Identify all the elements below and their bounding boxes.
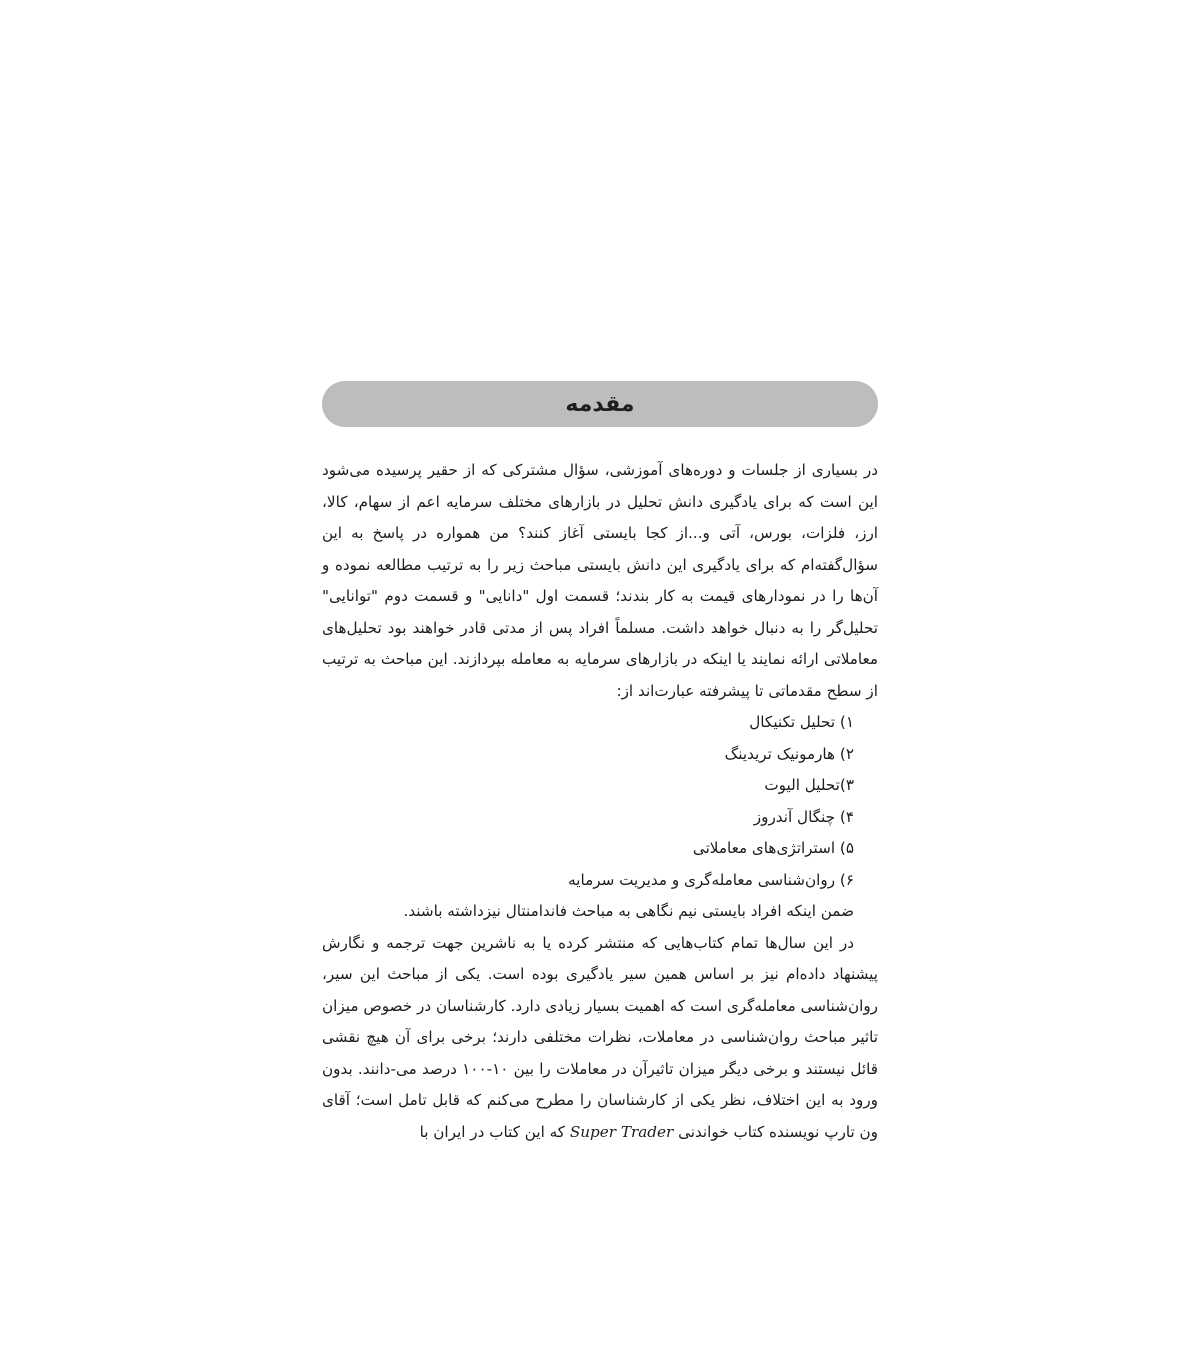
chapter-title: مقدمه (565, 391, 635, 417)
book-title-latin: Super Trader (569, 1122, 674, 1141)
topic-list (322, 707, 878, 896)
list-item: ۴) چنگال آندروز (753, 807, 854, 826)
fundamental-note: ضمن اینکه افراد بایستی نیم نگاهی به مباحث فاندامنتال نیزداشته باشند. (403, 902, 854, 920)
list-item: ۱) تحلیل تکنیکال (749, 713, 854, 731)
list-item: ۶) روان‌شناسی معامله‌گری و مدیریت سرمایه (568, 870, 854, 889)
intro-paragraph: در بسیاری از جلسات و دوره‌های آموزشی، سؤال مشترکی که از حقیر پرسیده می‌شود این است که برای یادگیری دانش تحلیل در بازارهای مختلف سرمایه اعم از سهام، کالا، ارز، فلزات، بورس، آتی و...از کجا بایستی آغاز کنند؟ من همواره در پاسخ به این سؤال‌گفته‌ام که برای یادگیری این دانش بایستی مباحث زیر را به ترتیب مطالعه نموده و آن‌ها را در نمودارهای قیمت به کار بندند؛ قسمت اول "دانایی" و قسمت دوم "توانایی" تحلیل‌گر را به دنبال خواهد داشت. مسلماً افراد پس از مدتی قادر خواهند بود تحلیل‌های معاملاتی ارائه نمایند یا اینکه در بازارهای سرمایه به معامله بپردازند. این مباحث به ترتیب از سطح مقدماتی تا پیشرفته عبارت‌اند از: (322, 461, 878, 700)
closing-paragraph (322, 928, 878, 1149)
closing-text-after: که این کتاب در ایران با (419, 1122, 570, 1141)
list-item: ۵) استراتژی‌های معاملاتی (692, 839, 854, 857)
body-text (322, 455, 878, 1148)
list-item: ۳)تحلیل الیوت (764, 776, 854, 794)
chapter-heading-bar (322, 381, 878, 427)
list-item: ۲) هارمونیک تریدینگ (724, 744, 854, 763)
closing-text-before: در این سال‌ها تمام کتاب‌هایی که منتشر کرده یا به ناشرین جهت ترجمه و نگارش پیشنهاد داده‌ام نیز بر اساس همین سیر یادگیری بوده است. یکی از مباحث این سیر، روان‌شناسی معامله‌گری است که اهمیت بسیار زیادی دارد. کارشناسان در خصوص میزان تاثیر مباحث روان‌شناسی در معاملات، نظرات مختلفی دارند؛ برخی برای آن هیچ نقشی قائل نیستند و برخی دیگر میزان تاثیرآن در معاملات را بین ۱۰-۱۰۰ درصد می-دانند. بدون ورود به این اختلاف، نظر یکی از کارشناسان را مطرح می‌کنم که قابل تامل است؛ آقای ون تارپ نویسنده کتاب خواندنی (322, 933, 878, 1141)
